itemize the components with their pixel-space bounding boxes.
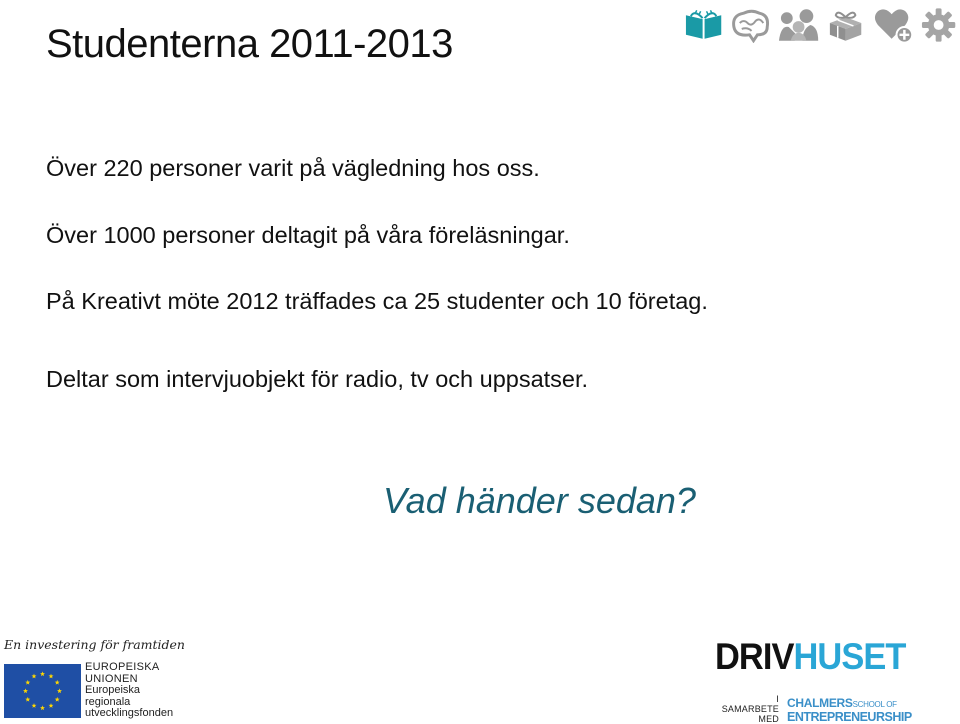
eu-star (23, 688, 28, 693)
eu-star (25, 697, 30, 702)
eu-stars-icon (4, 664, 81, 718)
drivhuset-logo-part1: DRIV (715, 636, 794, 677)
slide-title: Studenterna 2011-2013 (46, 22, 453, 66)
eu-star (40, 705, 45, 710)
chalmers-school-of: SCHOOL OF (852, 700, 897, 709)
partnership-line-2: SAMARBETE (721, 704, 779, 714)
eu-star (55, 697, 60, 702)
eu-star (57, 688, 62, 693)
call-to-action-heading: Vad händer sedan? (383, 480, 696, 521)
eu-star (40, 671, 45, 676)
eu-fund-label (85, 662, 173, 720)
gift-box-icon (824, 7, 867, 43)
eu-star (32, 703, 37, 708)
drivhuset-logo (715, 636, 905, 678)
bullet-creative-meeting: På Kreativt möte 2012 träffades ca 25 studenter och 10 företag. (46, 288, 708, 314)
eu-tagline: En investering för framtiden (4, 637, 185, 652)
chalmers-logo (787, 697, 912, 723)
heart-plus-icon (872, 5, 915, 45)
eu-line-5: utvecklingsfonden (85, 707, 174, 720)
chalmers-name: CHALMERS (787, 696, 853, 710)
brain-icon (728, 7, 773, 43)
book-icon (683, 7, 724, 43)
eu-line-4: regionala (85, 695, 131, 708)
eu-flag-logo (4, 664, 81, 718)
partnership-label (713, 694, 779, 724)
bullet-lectures: Över 1000 personer deltagit på våra föreläsningar. (46, 222, 570, 248)
eu-star (49, 703, 54, 708)
eu-line-1: EUROPEISKA (85, 661, 160, 673)
bullet-guidance: Över 220 personer varit på vägledning hos oss. (46, 155, 540, 181)
eu-star (49, 674, 54, 679)
eu-line-2: UNIONEN (85, 672, 138, 685)
chalmers-entrepreneurship: ENTREPRENEURSHIP (787, 710, 912, 724)
header-icon-row (683, 4, 958, 46)
drivhuset-logo-part2: HUSET (793, 636, 906, 677)
bullet-interviews: Deltar som intervjuobjekt för radio, tv och uppsatser. (46, 366, 589, 392)
people-icon (777, 7, 820, 43)
eu-line-3: Europeiska (85, 684, 141, 697)
eu-star (55, 680, 60, 685)
gear-cog-icon (919, 7, 958, 43)
partnership-line-1: I (776, 694, 779, 704)
eu-star (25, 680, 30, 685)
eu-star (32, 674, 37, 679)
partnership-line-3: MED (758, 714, 779, 724)
